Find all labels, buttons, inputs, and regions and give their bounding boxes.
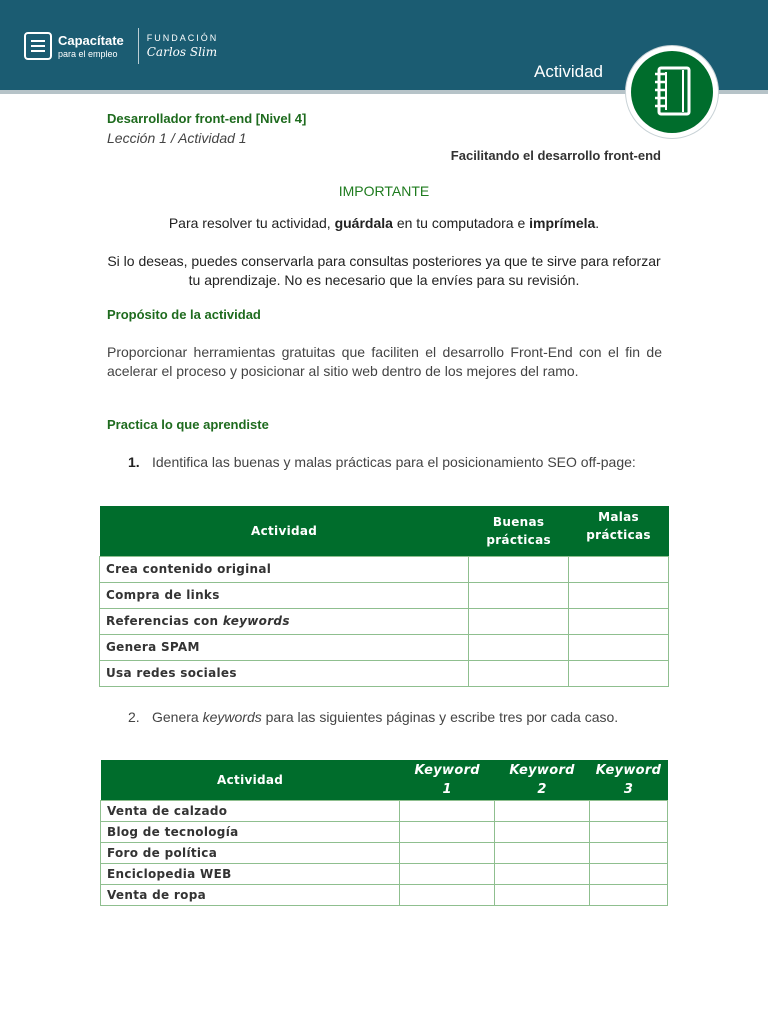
document-subtitle: Facilitando el desarrollo front-end	[450, 148, 661, 163]
activity-cell: Crea contenido original	[100, 556, 469, 582]
keyword-cell[interactable]	[495, 842, 590, 863]
keyword-cell[interactable]	[400, 800, 495, 821]
foundation-logo	[147, 34, 219, 58]
instruction-bold-save: guárdala	[334, 215, 393, 231]
header-text: prácticas	[586, 528, 651, 542]
list-item-number: 2.	[128, 709, 140, 725]
header-text: prácticas	[486, 532, 551, 547]
logo-separator	[138, 28, 139, 64]
list-item-1	[128, 453, 663, 471]
bad-practice-cell[interactable]	[569, 582, 669, 608]
good-practice-cell[interactable]	[469, 660, 569, 686]
header-text: Keyword	[595, 762, 662, 778]
activity-cell: Blog de tecnología	[101, 821, 400, 842]
purpose-text: Proporcionar herramientas gratuitas que faciliten el desarrollo Front-End con el fin de acelerar el proceso y posicionar al sitio web dentro de los mejores del ramo.	[107, 344, 662, 379]
activity-cell: Enciclopedia WEB	[101, 863, 400, 884]
table-row	[101, 884, 668, 905]
lesson-label: Lección 1 / Actividad 1	[107, 130, 247, 146]
table-row	[101, 842, 668, 863]
column-header-keyword-2	[495, 760, 590, 800]
activity-cell: Venta de ropa	[101, 884, 400, 905]
keyword-cell[interactable]	[495, 884, 590, 905]
table-row	[100, 582, 669, 608]
list-item-text: Identifica las buenas y malas prácticas para el posicionamiento SEO off-page:	[152, 454, 636, 470]
keyword-cell[interactable]	[590, 821, 668, 842]
bad-practice-cell[interactable]	[569, 556, 669, 582]
activity-cell: Compra de links	[100, 582, 469, 608]
keyword-cell[interactable]	[495, 821, 590, 842]
logo-line2: para el empleo	[58, 48, 118, 59]
header-text: Malas	[598, 510, 639, 524]
bad-practice-cell[interactable]	[569, 660, 669, 686]
foundation-line2: Carlos Slim	[146, 45, 218, 59]
important-heading: IMPORTANTE	[338, 183, 430, 199]
keyword-cell[interactable]	[590, 884, 668, 905]
activity-text-italic: keywords	[222, 614, 290, 628]
table-row	[100, 634, 669, 660]
activity-text: Referencias con	[106, 614, 223, 628]
item-text-italic: keywords	[202, 709, 262, 725]
table-row	[100, 608, 669, 634]
note-paragraph: Si lo deseas, puedes conservarla para consultas posteriores ya que te sirve para reforzar tu aprendizaje. No es necesario que la envíes para su revisión.	[107, 253, 661, 288]
purpose-heading: Propósito de la actividad	[107, 307, 261, 322]
activity-badge	[626, 46, 718, 138]
table-row	[100, 660, 669, 686]
instruction-text: .	[595, 215, 600, 231]
column-header-activity: Actividad	[100, 506, 469, 556]
item-text: Genera	[152, 709, 203, 725]
column-header-activity: Actividad	[101, 760, 400, 800]
header-text: Keyword	[414, 762, 480, 778]
activity-cell	[100, 608, 469, 634]
table-row	[101, 863, 668, 884]
keyword-cell[interactable]	[400, 863, 495, 884]
practice-heading: Practica lo que aprendiste	[107, 417, 269, 432]
capacitate-logo	[24, 28, 218, 64]
good-practice-cell[interactable]	[469, 634, 569, 660]
table-row	[101, 821, 668, 842]
keywords-table	[100, 760, 668, 906]
table-row	[100, 556, 669, 582]
course-title: Desarrollador front-end [Nivel 4]	[107, 111, 307, 126]
keyword-cell[interactable]	[590, 863, 668, 884]
keyword-cell[interactable]	[400, 821, 495, 842]
good-practice-cell[interactable]	[469, 556, 569, 582]
header-title: Actividad	[534, 62, 603, 81]
foundation-line1: FUNDACIÓN	[146, 33, 219, 43]
good-practice-cell[interactable]	[469, 608, 569, 634]
instruction-bold-print: imprímela	[529, 215, 596, 231]
header-text: Buenas	[492, 514, 545, 529]
keyword-cell[interactable]	[400, 842, 495, 863]
item-text: para las siguientes páginas y escribe tres por cada caso.	[261, 709, 619, 725]
instruction-text: Para resolver tu actividad,	[168, 215, 335, 231]
list-item-text	[128, 708, 663, 726]
column-header-keyword-1	[400, 760, 495, 800]
activity-cell: Foro de política	[101, 842, 400, 863]
list-item-2	[128, 708, 663, 726]
activity-cell: Genera SPAM	[100, 634, 469, 660]
header-text: Keyword	[509, 762, 575, 778]
keyword-cell[interactable]	[590, 842, 668, 863]
keyword-cell[interactable]	[495, 800, 590, 821]
column-header-good-practices	[469, 506, 569, 556]
bad-practice-cell[interactable]	[569, 608, 669, 634]
capacitate-logo-icon	[24, 32, 52, 60]
logo-line1: Capacítate	[58, 32, 124, 48]
keyword-cell[interactable]	[590, 800, 668, 821]
bad-practice-cell[interactable]	[569, 634, 669, 660]
header-text: 3	[623, 781, 634, 797]
keyword-cell[interactable]	[400, 884, 495, 905]
header-text: 2	[537, 781, 547, 797]
notebook-icon	[647, 64, 697, 120]
header-text: 1	[442, 781, 452, 797]
activity-cell: Venta de calzado	[101, 800, 400, 821]
instruction-text: en tu computadora e	[392, 215, 530, 231]
list-item-number: 1.	[128, 454, 140, 470]
keyword-cell[interactable]	[495, 863, 590, 884]
activity-cell: Usa redes sociales	[100, 660, 469, 686]
instruction-paragraph	[100, 214, 668, 233]
good-practice-cell[interactable]	[469, 582, 569, 608]
column-header-bad-practices	[569, 506, 669, 556]
column-header-keyword-3	[590, 760, 668, 800]
table-row	[101, 800, 668, 821]
seo-practices-table	[99, 506, 669, 687]
